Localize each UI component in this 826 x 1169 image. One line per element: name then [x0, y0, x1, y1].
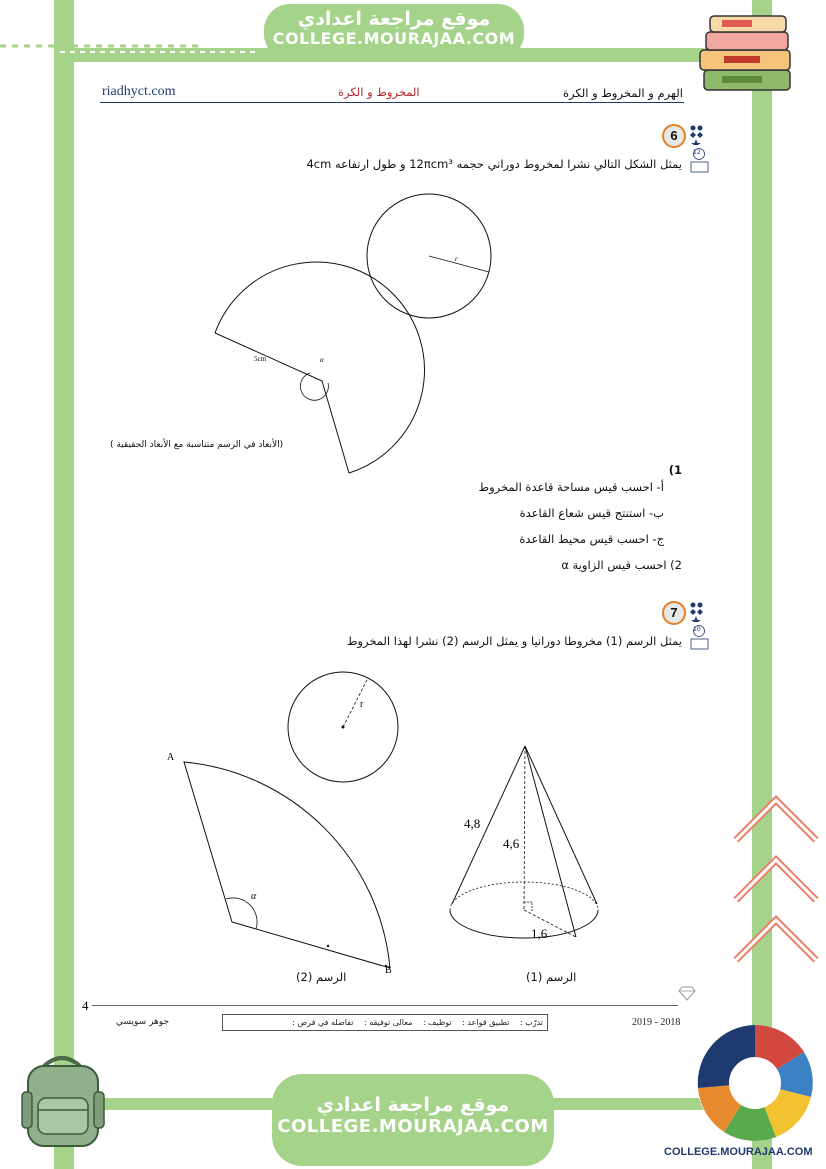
footer-legend: [222, 1014, 548, 1031]
exercise6-difficulty-icon: [690, 125, 704, 145]
exercise6-q2: 2) احسب قيس الزاوية α: [561, 558, 682, 572]
top-banner: [264, 4, 524, 60]
exercise7-caption2: الرسم (2): [296, 970, 347, 984]
site-logo-text[interactable]: COLLEGE.MOURAJAA.COM: [664, 1146, 813, 1158]
exercise6-q1a: أ- احسب قيس مساحة قاعدة المخروط: [478, 480, 664, 494]
exercise6-q1c: ج- احسب قيس محيط القاعدة: [519, 532, 664, 546]
exercise7-net-figure: [170, 670, 420, 970]
header-right-title: الهرم و المخروط و الكرة: [563, 86, 683, 100]
footer-diamond-icon: [678, 986, 696, 1002]
exercise6-circle-radius: [429, 256, 489, 272]
legend-apply: تطبيق قواعد :: [462, 1018, 510, 1027]
footer-rule: [92, 1005, 678, 1006]
exercise6-angle-label: α: [320, 356, 324, 364]
footer-page-number: 4: [82, 998, 89, 1013]
backpack-illustration: [14, 1052, 110, 1152]
exercise6-q1-number: 1): [668, 463, 682, 477]
exercise7-base-radius-label: 1,6: [531, 926, 548, 941]
header-rule: [100, 102, 684, 103]
exercise7-point-a: A: [167, 752, 175, 763]
legend-practice: تدرّب :: [519, 1018, 543, 1027]
exercise7-cone-height: [524, 746, 525, 910]
exercise7-point-b: B: [385, 965, 392, 976]
exercise7-height-label: 4,6: [503, 836, 520, 851]
legend-integrate: معالى توفيقه :: [363, 1018, 413, 1027]
exercise6-number-badge: 6: [662, 124, 686, 148]
footer-author: جوهر سويسي: [116, 1017, 170, 1027]
footer-years: 2019 - 2018: [632, 1017, 681, 1028]
site-logo: [694, 1022, 816, 1144]
exercise7-slant-label: 4,8: [464, 816, 481, 831]
exercise7-score: 10: [693, 626, 701, 633]
exercise7-number-badge: 7: [662, 601, 686, 625]
exercise7-sector: [184, 762, 390, 968]
exercise6-statement: يمثل الشكل التالي نشرا لمخروط دوراني حجمه 12πcm³ و طول ارتفاعه 4cm: [306, 157, 682, 171]
exercise7-cone-left-side: [452, 746, 525, 904]
chevron-decoration: [728, 790, 826, 990]
exercise6-generatrix-label: 5cm: [254, 355, 267, 363]
exercise6-q1b: ب- استنتج قيس شعاع القاعدة: [519, 506, 664, 520]
exercise7-difficulty-icon: [690, 602, 704, 622]
header-site[interactable]: riadhyct.com: [102, 84, 176, 99]
books-illustration: [694, 12, 802, 96]
exercise7-statement: يمثل الرسم (1) مخروطا دورانيا و يمثل الرسم (2) نشرا لهذا المخروط: [346, 634, 682, 648]
exercise6-note: (الأبعاد في الرسم متناسبة مع الأبعاد الحقيقية ): [110, 440, 284, 450]
bottom-banner-arabic: موقع مراجعة اعدادي: [316, 1094, 510, 1116]
exercise7-circle-radius: [343, 678, 368, 727]
bottom-banner-latin[interactable]: COLLEGE.MOURAJAA.COM: [277, 1116, 549, 1137]
top-banner-arabic: موقع مراجعة اعدادي: [297, 8, 491, 30]
legend-exam: تفاضله في فرض :: [292, 1018, 354, 1027]
header-center-title: المخروط و الكرة: [338, 85, 420, 99]
bottom-banner: [272, 1074, 554, 1166]
exercise6-score: 12: [693, 149, 701, 156]
exercise7-angle-label: α: [251, 891, 257, 902]
legend-use: توظيف :: [422, 1018, 452, 1027]
exercise7-radius-label: r: [360, 699, 364, 710]
exercise7-cone-figure: [440, 740, 610, 960]
exercise7-caption1: الرسم (1): [526, 970, 577, 984]
top-banner-latin[interactable]: COLLEGE.MOURAJAA.COM: [272, 29, 516, 48]
exercise6-radius-label: r: [455, 255, 458, 263]
